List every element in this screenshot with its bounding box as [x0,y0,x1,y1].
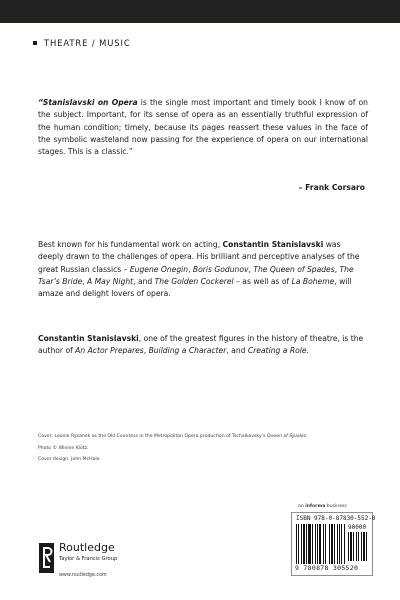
book-title: Building a Character [148,346,227,356]
opera-title: Eugene Onegin [129,264,189,274]
blurb-text: , [334,264,340,274]
opera-title: Boris Godunov [192,264,249,274]
opera-title: The Queen of Spades [253,264,335,274]
quote-text: is the single most important and timely book I know of on the subject. Important, for its sense of opera as an essentially truthful expression of the human condition; timely, because its pages reassert these values in the face of the symbolic wasteland now passing for the experience of opera on our international stages. This is a classic.” [38,98,368,157]
blurb-text: , [188,264,193,274]
cover-credit-text: Cover: Leonie Rysanek as the Old Countess in the Metropolitan Opera production of Tschaikovsky’s [38,434,267,439]
blurb-text: – as well as of [233,276,292,286]
barcode [291,512,376,576]
blurb-text: , [82,276,88,286]
endorsement-quote [38,97,368,158]
opera-title: A May Night [87,276,134,286]
quote-book-title: “Stanislavski on Opera [38,98,138,107]
blurb-text: Best known for his fundamental work on acting, [38,240,223,249]
category-text: THEATRE / MUSIC [44,38,131,48]
opera-title: La Boheme [291,276,335,286]
isbn-label: ISBN 978-0-87830-552-0 [296,515,376,522]
price-code: 90000 [348,524,367,531]
author-bio-text: , and [226,346,248,356]
barcode-digits: 9 780878 305520 [295,564,359,572]
bullet-square-icon [33,41,37,45]
author-bio-text: , one of the greatest figures in the history of theatre, is the author of [38,334,364,356]
informa-text: business [325,504,347,509]
top-color-band [0,0,400,23]
routledge-logo-icon [39,543,54,573]
publisher-name: Routledge [59,541,115,554]
cover-credit-line [38,431,378,443]
informa-text: an [298,504,306,509]
blurb-text: , [248,264,254,274]
author-bio [38,333,368,358]
informa-tagline [298,504,347,509]
cover-credits [38,431,378,466]
opera-title: The Tsar’s Bride [38,264,354,286]
blurb-author-name: Constantin Stanislavski [222,240,324,249]
addon-barcode-bars [348,532,369,561]
blurb-text: , will amaze and delight lovers of opera. [38,276,352,299]
author-bio-text: . [306,346,309,356]
book-title: An Actor Prepares [75,346,144,356]
book-title: Creating a Role [247,346,307,356]
cover-credit-text: . [306,434,308,439]
design-credit: Cover design: John McHale. [38,457,101,463]
informa-brand: informa [305,504,326,509]
blurb-text: was deeply drawn to the challenges of opera. His brilliant and perceptive analyses of the great Russian classics – [38,240,360,274]
ean-barcode-bars [296,524,346,564]
publisher-group: Taylor & Francis Group [59,556,118,562]
author-bio-text: , [143,346,149,356]
opera-title: The Golden Cockerel [154,276,234,286]
photo-credit: Photo © Winnie Klotz. [38,445,89,451]
publisher-website[interactable]: www.routledge.com [59,573,107,578]
cover-credit-opera: Queen of Spades [266,434,307,439]
blurb-text: , and [133,276,155,286]
author-name: Constantin Stanislavski [38,334,139,343]
book-blurb [38,239,368,300]
quote-attribution: – Frank Corsaro [298,183,365,192]
category-label [33,38,131,48]
